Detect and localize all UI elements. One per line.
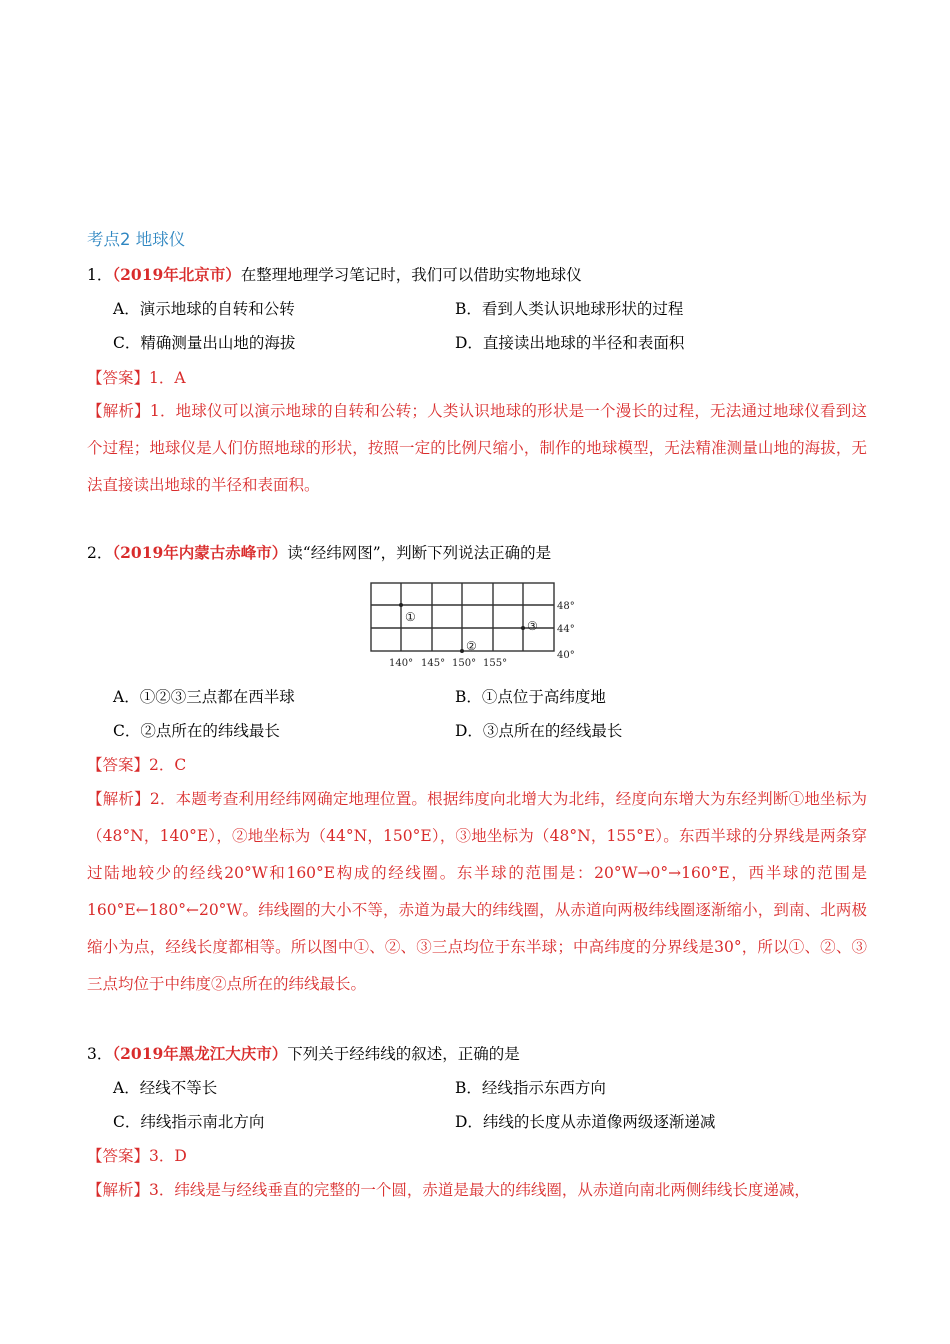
option-b: B．①点位于高纬度地 [455, 688, 606, 706]
grid-lines [371, 583, 554, 651]
point-1-label: ① [405, 610, 416, 624]
answer-label: 【答案】 [87, 1147, 150, 1165]
longitude-label: 150° [452, 658, 477, 669]
question-number: 2． [87, 544, 113, 562]
point-1-dot [399, 603, 403, 607]
option-b: B．看到人类认识地球形状的过程 [455, 300, 684, 318]
answer-label: 【答案】 [87, 756, 150, 774]
question-stem: 在整理地理学习笔记时，我们可以借助实物地球仪 [240, 266, 582, 284]
lat-lon-grid-figure [363, 577, 583, 671]
longitude-label: 155° [483, 658, 508, 669]
longitude-label: 140° [389, 658, 414, 669]
analysis-text: 2．本题考查利用经纬网确定地理位置。根据纬度向北增大为北纬，经度向东增大为东经判断①地坐标为（48°N，140°E），②地坐标为（44°N，150°E），③地坐标为（48°N，155°E）。东西半球的分界线是两条穿过陆地较少的经线20°W和160°E构成的经线圈。东半球的范围是：20°W→0°→160°E，西半球的范围是160°E←180°←20°W。纬线圈的大小不等，赤道为最大的纬线圈，从赤道向两极纬线圈逐渐缩小，到南、北两极缩小为点，经线长度都相等。所以图中①、②、③三点均位于东半球；中高纬度的分界线是30°，所以①、②、③三点均位于中纬度②点所在的纬线最长。 [87, 790, 867, 993]
longitude-label: 145° [421, 658, 446, 669]
latitude-label: 48° [557, 601, 575, 612]
question-3-stem-line [87, 1044, 520, 1064]
answer-value: 1．A [149, 369, 186, 387]
option-c: C．②点所在的纬线最长 [113, 722, 280, 740]
lat-lon-grid-svg [363, 577, 583, 671]
question-stem: 读“经纬网图”，判断下列说法正确的是 [287, 544, 552, 562]
point-2-label: ② [466, 639, 477, 653]
analysis-paragraph [87, 781, 867, 1003]
option-a: A．①②③三点都在西半球 [113, 688, 295, 706]
question-stem: 下列关于经纬线的叙述，正确的是 [287, 1045, 520, 1063]
answer-line [87, 755, 186, 775]
question-source: （2019年黑龙江大庆市） [112, 1044, 288, 1063]
analysis-paragraph [87, 393, 867, 504]
latitude-label: 40° [557, 650, 575, 661]
answer-line [87, 1146, 187, 1166]
latitude-label: 44° [557, 624, 575, 635]
question-1-stem-line [87, 265, 582, 285]
option-d: D．纬线的长度从赤道像两级逐渐递减 [455, 1113, 716, 1131]
point-2-dot [460, 649, 464, 653]
question-number: 3． [87, 1045, 113, 1063]
answer-value: 2．C [149, 756, 187, 774]
answer-label: 【答案】 [87, 369, 150, 387]
option-b: B．经线指示东西方向 [455, 1079, 606, 1097]
option-d: D．直接读出地球的半径和表面积 [455, 334, 685, 352]
question-source: （2019年内蒙古赤峰市） [112, 543, 288, 562]
answer-line [87, 368, 186, 388]
option-c: C．纬线指示南北方向 [113, 1113, 265, 1131]
analysis-text: 1．地球仪可以演示地球的自转和公转；人类认识地球的形状是一个漫长的过程，无法通过地球仪看到这个过程；地球仪是人们仿照地球的形状，按照一定的比例尺缩小，制作的地球模型，无法精准测量山地的海拔，无法直接读出地球的半径和表面积。 [87, 402, 867, 494]
answer-value: 3．D [149, 1147, 187, 1165]
section-title: 考点2 地球仪 [87, 230, 186, 249]
analysis-label: 【解析】 [87, 790, 150, 808]
point-3-dot [521, 626, 525, 630]
question-2-stem-line [87, 543, 551, 563]
option-a: A．经线不等长 [113, 1079, 218, 1097]
analysis-label: 【解析】 [87, 1181, 150, 1199]
option-a: A．演示地球的自转和公转 [113, 300, 295, 318]
option-d: D．③点所在的经线最长 [455, 722, 623, 740]
analysis-paragraph [87, 1172, 867, 1209]
point-3-label: ③ [527, 619, 538, 633]
question-source: （2019年北京市） [112, 265, 241, 284]
option-c: C．精确测量出山地的海拔 [113, 334, 296, 352]
question-number: 1． [87, 266, 113, 284]
analysis-label: 【解析】 [87, 402, 150, 420]
analysis-text: 3．纬线是与经线垂直的完整的一个圆，赤道是最大的纬线圈，从赤道向南北两侧纬线长度递减， [149, 1181, 810, 1199]
